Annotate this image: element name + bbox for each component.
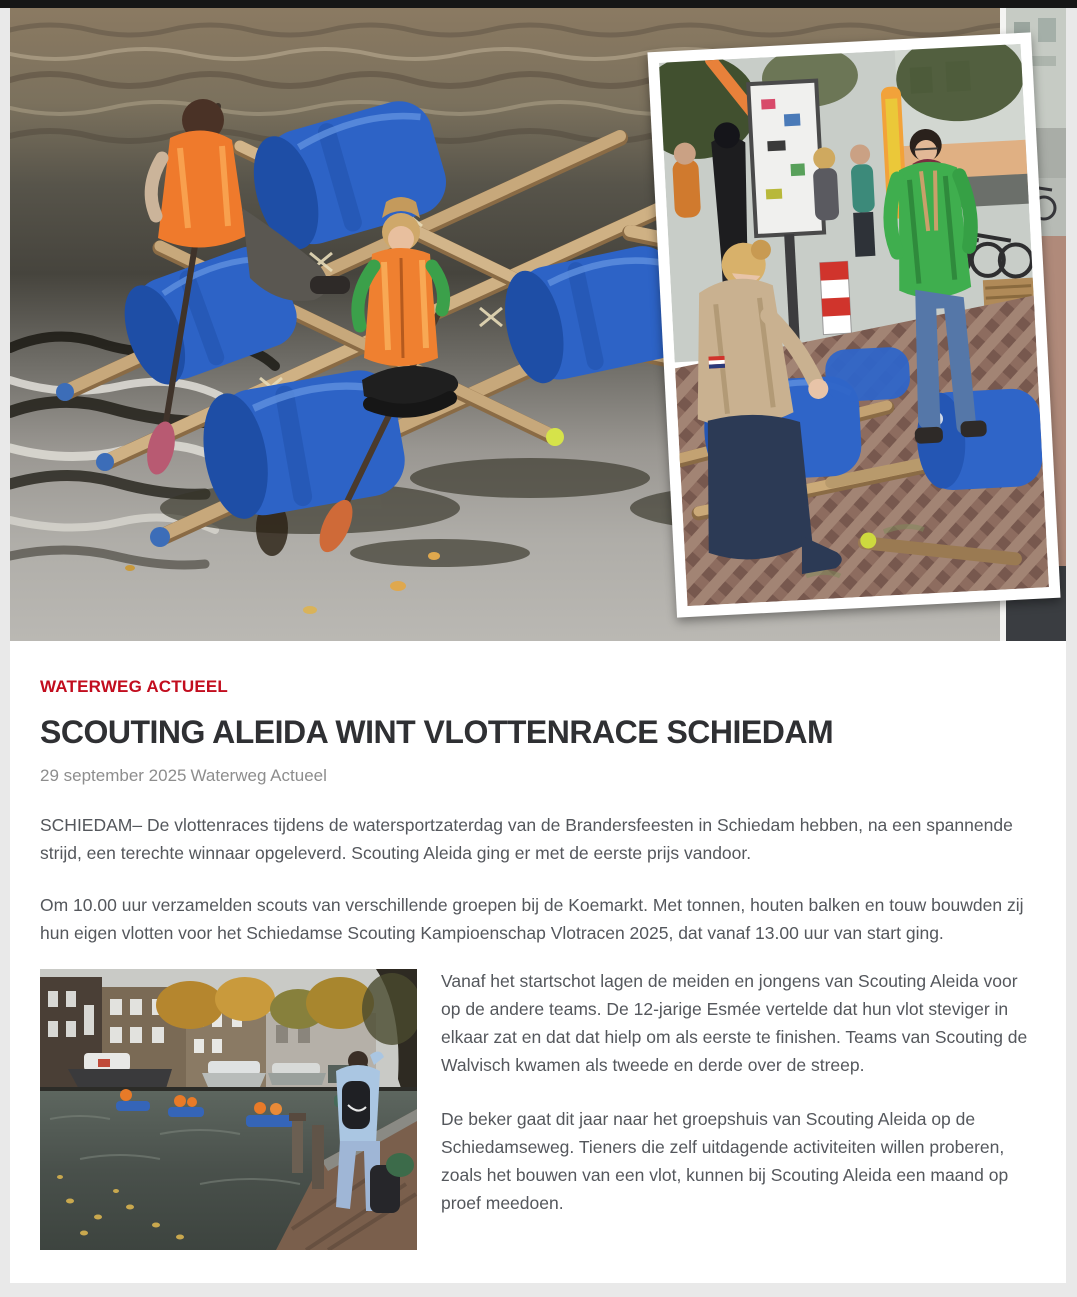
article-source: Waterweg Actueel [190, 766, 327, 785]
inline-canal-photo [40, 969, 417, 1250]
hero-inset-photo [647, 32, 1060, 617]
article-meta [40, 765, 1036, 787]
article-card [10, 8, 1066, 1283]
top-bar [0, 0, 1077, 8]
article-date: 29 september 2025 [40, 766, 187, 785]
paragraph-4: De beker gaat dit jaar naar het groepshuis van Scouting Aleida op de Schiedamseweg. Tieners die zelf uitdagende activiteiten willen proberen, zoals het bouwen van een vlot, kunnen bij Scouting Aleida een maand op proef meedoen. [441, 1109, 1009, 1213]
paragraph-2: Om 10.00 uur verzamelden scouts van verschillende groepen bij de Koemarkt. Met tonnen, houten balken en touw bouwden zij hun eigen vlotten voor het Schiedamse Scouting Kampioenschap Vlotracen 2025, dat vanaf 13.00 uur van start ging. [40, 895, 1024, 943]
paragraph-lead: SCHIEDAM– De vlottenraces tijdens de watersportzaterdag van de Brandersfeesten in Schiedam hebben, na een spannende strijd, een terechte winnaar opgeleverd. Scouting Aleida ging er met de eerste prijs vandoor. [40, 815, 1013, 863]
category-link[interactable]: WATERWEG ACTUEEL [40, 677, 228, 696]
hero-photo-collage [10, 8, 1066, 641]
article-body [10, 641, 1066, 1258]
image-text-block [40, 967, 1036, 1258]
paragraph-3: Vanaf het startschot lagen de meiden en jongens van Scouting Aleida voor op de andere teams. De 12-jarige Esmée vertelde dat hun vlot steviger in elkaar zat en dat dat hielp om als eerste te finishen. Teams van Scouting de Walvisch kwamen als tweede en derde over de streep. [441, 971, 1028, 1075]
page-title: SCOUTING ALEIDA WINT VLOTTENRACE SCHIEDAM [40, 714, 834, 750]
